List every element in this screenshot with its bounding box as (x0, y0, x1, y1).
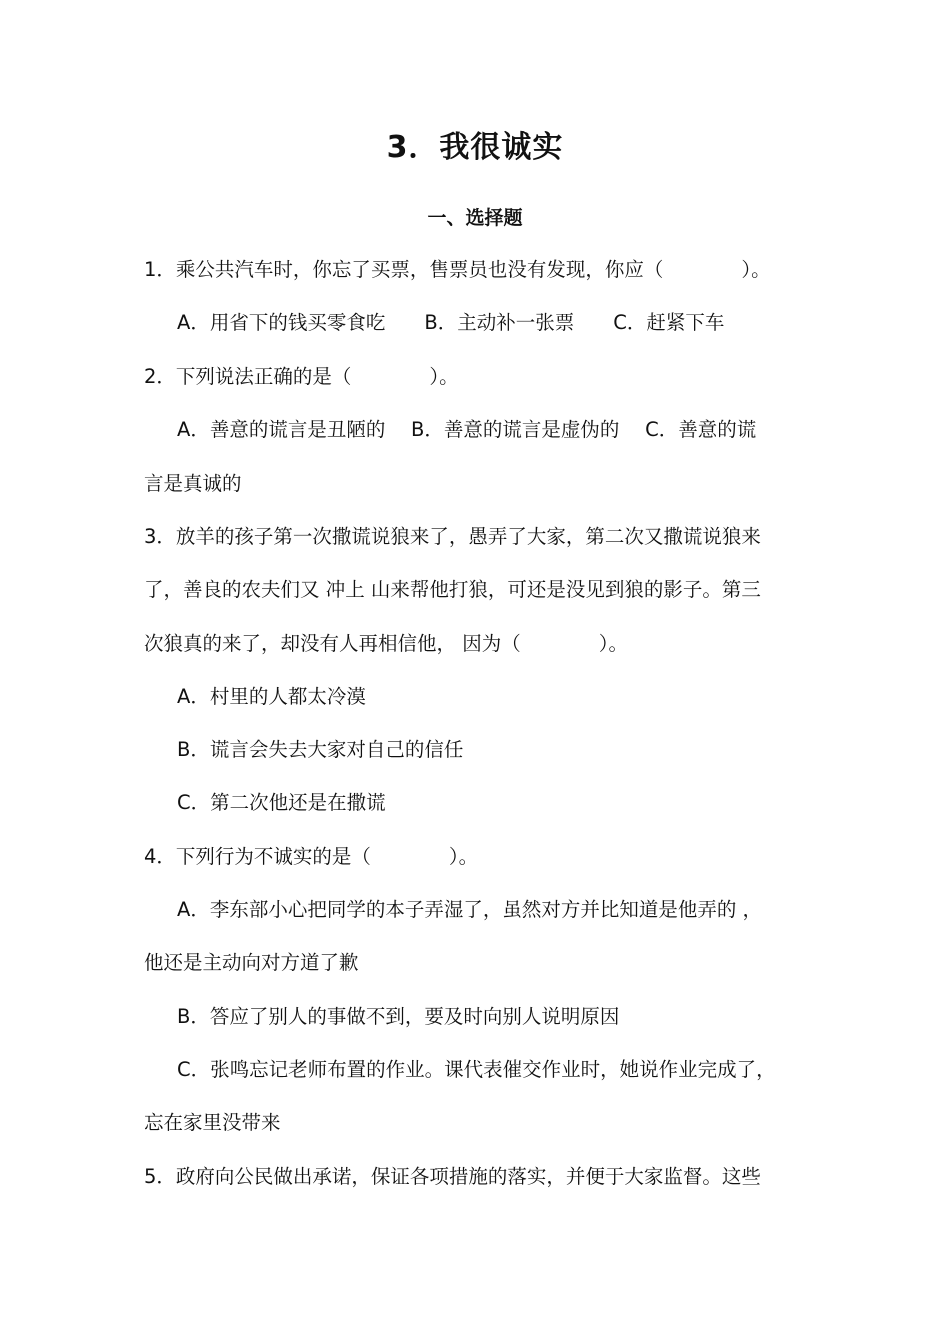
question-4-option-a: A．李东部小心把同学的本子弄湿了，虽然对方并比知道是他弄的 ， (177, 898, 763, 921)
question-5-stem: 5．政府向公民做出承诺，保证各项措施的落实，并便于大家监督。这些 (144, 1165, 761, 1188)
question-1-options: A．用省下的钱买零食吃 B．主动补一张票 C．赶紧下车 (177, 311, 725, 334)
question-4-option-b: B．答应了别人的事做不到，要及时向别人说明原因 (177, 1005, 620, 1028)
question-4-option-a-continued: 他还是主动向对方道了歉 (144, 951, 359, 974)
question-1-stem: 1．乘公共汽车时，你忘了买票，售票员也没有发现，你应（ ）。 (144, 258, 771, 281)
question-3-stem-line-3: 次狼真的来了，却没有人再相信他， 因为（ ）。 (144, 632, 628, 655)
question-2-options-continued: 言是真诚的 (144, 472, 242, 495)
question-3-option-c: C．第二次他还是在撒谎 (177, 791, 386, 814)
section-heading: 一、选择题 (427, 207, 523, 229)
question-2-stem: 2．下列说法正确的是（ ）。 (144, 365, 459, 388)
question-3-option-a: A．村里的人都太冷漠 (177, 685, 366, 708)
question-4-stem: 4．下列行为不诚实的是（ ）。 (144, 845, 479, 868)
question-4-option-c: C．张鸣忘记老师布置的作业。课代表催交作业时，她说作业完成了， (177, 1058, 776, 1081)
question-4-option-c-continued: 忘在家里没带来 (144, 1111, 281, 1134)
question-3-option-b: B．谎言会失去大家对自己的信任 (177, 738, 464, 761)
page-title: 3．我很诚实 (386, 130, 564, 165)
question-3-stem-line-2: 了，善良的农夫们又 冲上 山来帮他打狼，可还是没见到狼的影子。第三 (144, 578, 761, 601)
question-2-options: A．善意的谎言是丑陋的 B．善意的谎言是虚伪的 C．善意的谎 (177, 418, 757, 441)
question-3-stem-line-1: 3．放羊的孩子第一次撒谎说狼来了，愚弄了大家，第二次又撒谎说狼来 (144, 525, 761, 548)
